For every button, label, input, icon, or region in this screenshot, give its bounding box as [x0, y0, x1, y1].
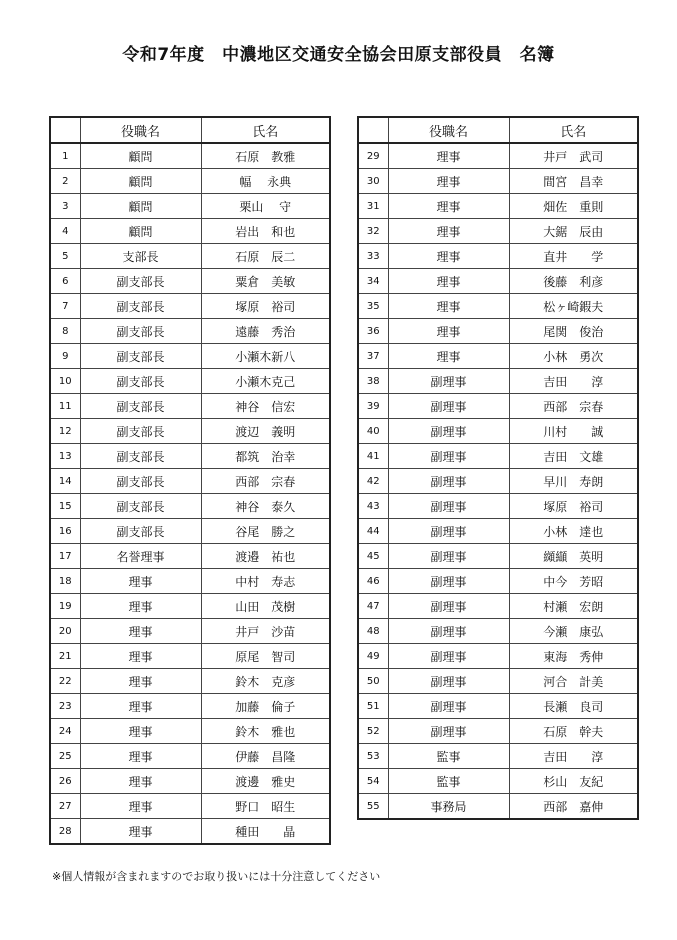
header-number — [50, 117, 80, 143]
table-row — [358, 794, 638, 820]
name-cell: 畑佐 重則 — [509, 194, 638, 219]
name-cell: 川村 誠 — [509, 419, 638, 444]
name-cell: 渡邉 祐也 — [201, 544, 330, 569]
row-number: 52 — [358, 719, 388, 744]
name-cell: 山田 茂樹 — [201, 594, 330, 619]
role-cell: 理事 — [388, 194, 509, 219]
table-row — [50, 744, 330, 769]
row-number: 33 — [358, 244, 388, 269]
name-cell: 鈴木 雅也 — [201, 719, 330, 744]
table-row — [358, 344, 638, 369]
row-number: 55 — [358, 794, 388, 820]
role-cell: 理事 — [388, 219, 509, 244]
table-row — [50, 569, 330, 594]
role-cell: 副理事 — [388, 469, 509, 494]
row-number: 14 — [50, 469, 80, 494]
role-cell: 理事 — [388, 344, 509, 369]
table-row — [50, 294, 330, 319]
table-row — [358, 269, 638, 294]
table-row — [50, 619, 330, 644]
row-number: 9 — [50, 344, 80, 369]
row-number: 19 — [50, 594, 80, 619]
row-number: 28 — [50, 819, 80, 845]
name-cell: 谷尾 勝之 — [201, 519, 330, 544]
table-row — [50, 394, 330, 419]
table-row — [50, 544, 330, 569]
table-row — [50, 769, 330, 794]
role-cell: 顧問 — [80, 194, 201, 219]
header-role: 役職名 — [388, 117, 509, 143]
name-cell: 幅 永典 — [201, 169, 330, 194]
name-cell: 長瀬 良司 — [509, 694, 638, 719]
row-number: 40 — [358, 419, 388, 444]
row-number: 24 — [50, 719, 80, 744]
table-row — [358, 544, 638, 569]
row-number: 39 — [358, 394, 388, 419]
role-cell: 副支部長 — [80, 269, 201, 294]
row-number: 16 — [50, 519, 80, 544]
table-row — [358, 469, 638, 494]
table-row — [358, 369, 638, 394]
name-cell: 中村 寿志 — [201, 569, 330, 594]
table-row — [358, 619, 638, 644]
role-cell: 理事 — [80, 719, 201, 744]
role-cell: 副支部長 — [80, 519, 201, 544]
role-cell: 理事 — [80, 594, 201, 619]
name-cell: 小林 勇次 — [509, 344, 638, 369]
row-number: 15 — [50, 494, 80, 519]
table-row — [358, 519, 638, 544]
row-number: 35 — [358, 294, 388, 319]
role-cell: 副理事 — [388, 394, 509, 419]
roster-table-right — [357, 116, 639, 820]
table-row — [358, 744, 638, 769]
name-cell: 神谷 信宏 — [201, 394, 330, 419]
row-number: 6 — [50, 269, 80, 294]
role-cell: 理事 — [80, 819, 201, 845]
table-row — [358, 594, 638, 619]
row-number: 4 — [50, 219, 80, 244]
table-row — [50, 469, 330, 494]
name-cell: 遠藤 秀治 — [201, 319, 330, 344]
row-number: 5 — [50, 244, 80, 269]
row-number: 20 — [50, 619, 80, 644]
role-cell: 副支部長 — [80, 444, 201, 469]
header-role: 役職名 — [80, 117, 201, 143]
table-row — [358, 219, 638, 244]
table-row — [50, 444, 330, 469]
role-cell: 副支部長 — [80, 494, 201, 519]
row-number: 2 — [50, 169, 80, 194]
role-cell: 副理事 — [388, 644, 509, 669]
name-cell: 渡邊 雅史 — [201, 769, 330, 794]
role-cell: 副理事 — [388, 669, 509, 694]
row-number: 22 — [50, 669, 80, 694]
row-number: 27 — [50, 794, 80, 819]
table-row — [358, 319, 638, 344]
table-row — [358, 194, 638, 219]
role-cell: 理事 — [80, 644, 201, 669]
name-cell: 早川 寿朗 — [509, 469, 638, 494]
name-cell: 杉山 友紀 — [509, 769, 638, 794]
name-cell: 井戸 武司 — [509, 143, 638, 169]
row-number: 29 — [358, 143, 388, 169]
name-cell: 石原 教雅 — [201, 143, 330, 169]
table-row — [358, 719, 638, 744]
table-row — [50, 319, 330, 344]
name-cell: 西部 宗春 — [509, 394, 638, 419]
role-cell: 副理事 — [388, 594, 509, 619]
role-cell: 副支部長 — [80, 369, 201, 394]
row-number: 50 — [358, 669, 388, 694]
row-number: 11 — [50, 394, 80, 419]
role-cell: 理事 — [388, 143, 509, 169]
role-cell: 副理事 — [388, 619, 509, 644]
row-number: 47 — [358, 594, 388, 619]
table-row — [358, 494, 638, 519]
row-number: 42 — [358, 469, 388, 494]
name-cell: 大鋸 辰由 — [509, 219, 638, 244]
role-cell: 理事 — [80, 744, 201, 769]
row-number: 30 — [358, 169, 388, 194]
role-cell: 理事 — [80, 619, 201, 644]
role-cell: 副理事 — [388, 519, 509, 544]
name-cell: 村瀬 宏朗 — [509, 594, 638, 619]
role-cell: 理事 — [80, 769, 201, 794]
table-row — [50, 794, 330, 819]
table-row — [50, 169, 330, 194]
table-row — [50, 194, 330, 219]
row-number: 53 — [358, 744, 388, 769]
name-cell: 小林 達也 — [509, 519, 638, 544]
header-name: 氏名 — [509, 117, 638, 143]
table-row — [50, 269, 330, 294]
role-cell: 事務局 — [388, 794, 509, 820]
role-cell: 監事 — [388, 769, 509, 794]
name-cell: 直井 学 — [509, 244, 638, 269]
role-cell: 理事 — [80, 694, 201, 719]
role-cell: 副理事 — [388, 569, 509, 594]
name-cell: 粟倉 美敏 — [201, 269, 330, 294]
role-cell: 理事 — [80, 669, 201, 694]
name-cell: 吉田 淳 — [509, 744, 638, 769]
table-row — [50, 244, 330, 269]
name-cell: 栗山 守 — [201, 194, 330, 219]
row-number: 8 — [50, 319, 80, 344]
name-cell: 渡辺 義明 — [201, 419, 330, 444]
table-row — [358, 244, 638, 269]
row-number: 51 — [358, 694, 388, 719]
table-row — [358, 644, 638, 669]
table-header-row — [358, 117, 638, 143]
name-cell: 岩出 和也 — [201, 219, 330, 244]
role-cell: 顧問 — [80, 219, 201, 244]
role-cell: 副理事 — [388, 694, 509, 719]
header-number — [358, 117, 388, 143]
name-cell: 西部 嘉伸 — [509, 794, 638, 820]
table-row — [50, 719, 330, 744]
role-cell: 副支部長 — [80, 394, 201, 419]
row-number: 48 — [358, 619, 388, 644]
roster-table-left — [49, 116, 331, 845]
role-cell: 副理事 — [388, 419, 509, 444]
table-row — [358, 143, 638, 169]
table-row — [50, 669, 330, 694]
table-row — [358, 169, 638, 194]
table-row — [358, 394, 638, 419]
role-cell: 副理事 — [388, 444, 509, 469]
name-cell: 井戸 沙苗 — [201, 619, 330, 644]
row-number: 7 — [50, 294, 80, 319]
row-number: 31 — [358, 194, 388, 219]
row-number: 34 — [358, 269, 388, 294]
row-number: 21 — [50, 644, 80, 669]
role-cell: 副理事 — [388, 544, 509, 569]
row-number: 44 — [358, 519, 388, 544]
role-cell: 副支部長 — [80, 469, 201, 494]
name-cell: 纐纈 英明 — [509, 544, 638, 569]
privacy-footnote: ※個人情報が含まれますのでお取り扱いには十分注意してください — [52, 870, 381, 883]
row-number: 45 — [358, 544, 388, 569]
name-cell: 東海 秀伸 — [509, 644, 638, 669]
role-cell: 理事 — [388, 294, 509, 319]
row-number: 3 — [50, 194, 80, 219]
row-number: 26 — [50, 769, 80, 794]
role-cell: 理事 — [80, 794, 201, 819]
name-cell: 西部 宗春 — [201, 469, 330, 494]
table-row — [50, 594, 330, 619]
role-cell: 監事 — [388, 744, 509, 769]
table-row — [358, 569, 638, 594]
table-row — [358, 694, 638, 719]
document-title: 令和7年度 中濃地区交通安全協会田原支部役員 名簿 — [122, 45, 555, 65]
role-cell: 理事 — [80, 569, 201, 594]
role-cell: 副支部長 — [80, 344, 201, 369]
role-cell: 副理事 — [388, 719, 509, 744]
table-row — [358, 294, 638, 319]
table-row — [50, 519, 330, 544]
role-cell: 副支部長 — [80, 319, 201, 344]
name-cell: 神谷 泰久 — [201, 494, 330, 519]
table-row — [50, 694, 330, 719]
name-cell: 間宮 昌幸 — [509, 169, 638, 194]
table-header-row — [50, 117, 330, 143]
row-number: 17 — [50, 544, 80, 569]
row-number: 25 — [50, 744, 80, 769]
name-cell: 小瀬木新八 — [201, 344, 330, 369]
row-number: 43 — [358, 494, 388, 519]
table-row — [50, 143, 330, 169]
name-cell: 塚原 裕司 — [201, 294, 330, 319]
table-row — [50, 419, 330, 444]
table-row — [358, 444, 638, 469]
role-cell: 理事 — [388, 319, 509, 344]
name-cell: 加藤 倫子 — [201, 694, 330, 719]
role-cell: 副支部長 — [80, 419, 201, 444]
name-cell: 原尾 智司 — [201, 644, 330, 669]
name-cell: 河合 計美 — [509, 669, 638, 694]
row-number: 54 — [358, 769, 388, 794]
name-cell: 後藤 利彦 — [509, 269, 638, 294]
role-cell: 名誉理事 — [80, 544, 201, 569]
row-number: 32 — [358, 219, 388, 244]
name-cell: 伊藤 昌隆 — [201, 744, 330, 769]
row-number: 41 — [358, 444, 388, 469]
table-row — [358, 419, 638, 444]
name-cell: 尾関 俊治 — [509, 319, 638, 344]
name-cell: 小瀬木克己 — [201, 369, 330, 394]
table-row — [358, 769, 638, 794]
header-name: 氏名 — [201, 117, 330, 143]
name-cell: 塚原 裕司 — [509, 494, 638, 519]
role-cell: 理事 — [388, 269, 509, 294]
name-cell: 野口 昭生 — [201, 794, 330, 819]
row-number: 36 — [358, 319, 388, 344]
table-row — [358, 669, 638, 694]
row-number: 46 — [358, 569, 388, 594]
table-row — [50, 344, 330, 369]
role-cell: 副支部長 — [80, 294, 201, 319]
name-cell: 都筑 治幸 — [201, 444, 330, 469]
role-cell: 副理事 — [388, 369, 509, 394]
table-row — [50, 644, 330, 669]
role-cell: 顧問 — [80, 143, 201, 169]
table-row — [50, 819, 330, 845]
name-cell: 石原 幹夫 — [509, 719, 638, 744]
row-number: 12 — [50, 419, 80, 444]
name-cell: 吉田 淳 — [509, 369, 638, 394]
role-cell: 理事 — [388, 169, 509, 194]
name-cell: 種田 晶 — [201, 819, 330, 845]
role-cell: 副理事 — [388, 494, 509, 519]
row-number: 23 — [50, 694, 80, 719]
row-number: 1 — [50, 143, 80, 169]
row-number: 38 — [358, 369, 388, 394]
name-cell: 吉田 文雄 — [509, 444, 638, 469]
name-cell: 今瀬 康弘 — [509, 619, 638, 644]
role-cell: 理事 — [388, 244, 509, 269]
name-cell: 石原 辰二 — [201, 244, 330, 269]
name-cell: 鈴木 克彦 — [201, 669, 330, 694]
role-cell: 顧問 — [80, 169, 201, 194]
role-cell: 支部長 — [80, 244, 201, 269]
row-number: 49 — [358, 644, 388, 669]
name-cell: 松ヶ崎鍜夫 — [509, 294, 638, 319]
row-number: 37 — [358, 344, 388, 369]
table-row — [50, 219, 330, 244]
row-number: 10 — [50, 369, 80, 394]
table-row — [50, 494, 330, 519]
name-cell: 中今 芳昭 — [509, 569, 638, 594]
table-row — [50, 369, 330, 394]
row-number: 18 — [50, 569, 80, 594]
row-number: 13 — [50, 444, 80, 469]
